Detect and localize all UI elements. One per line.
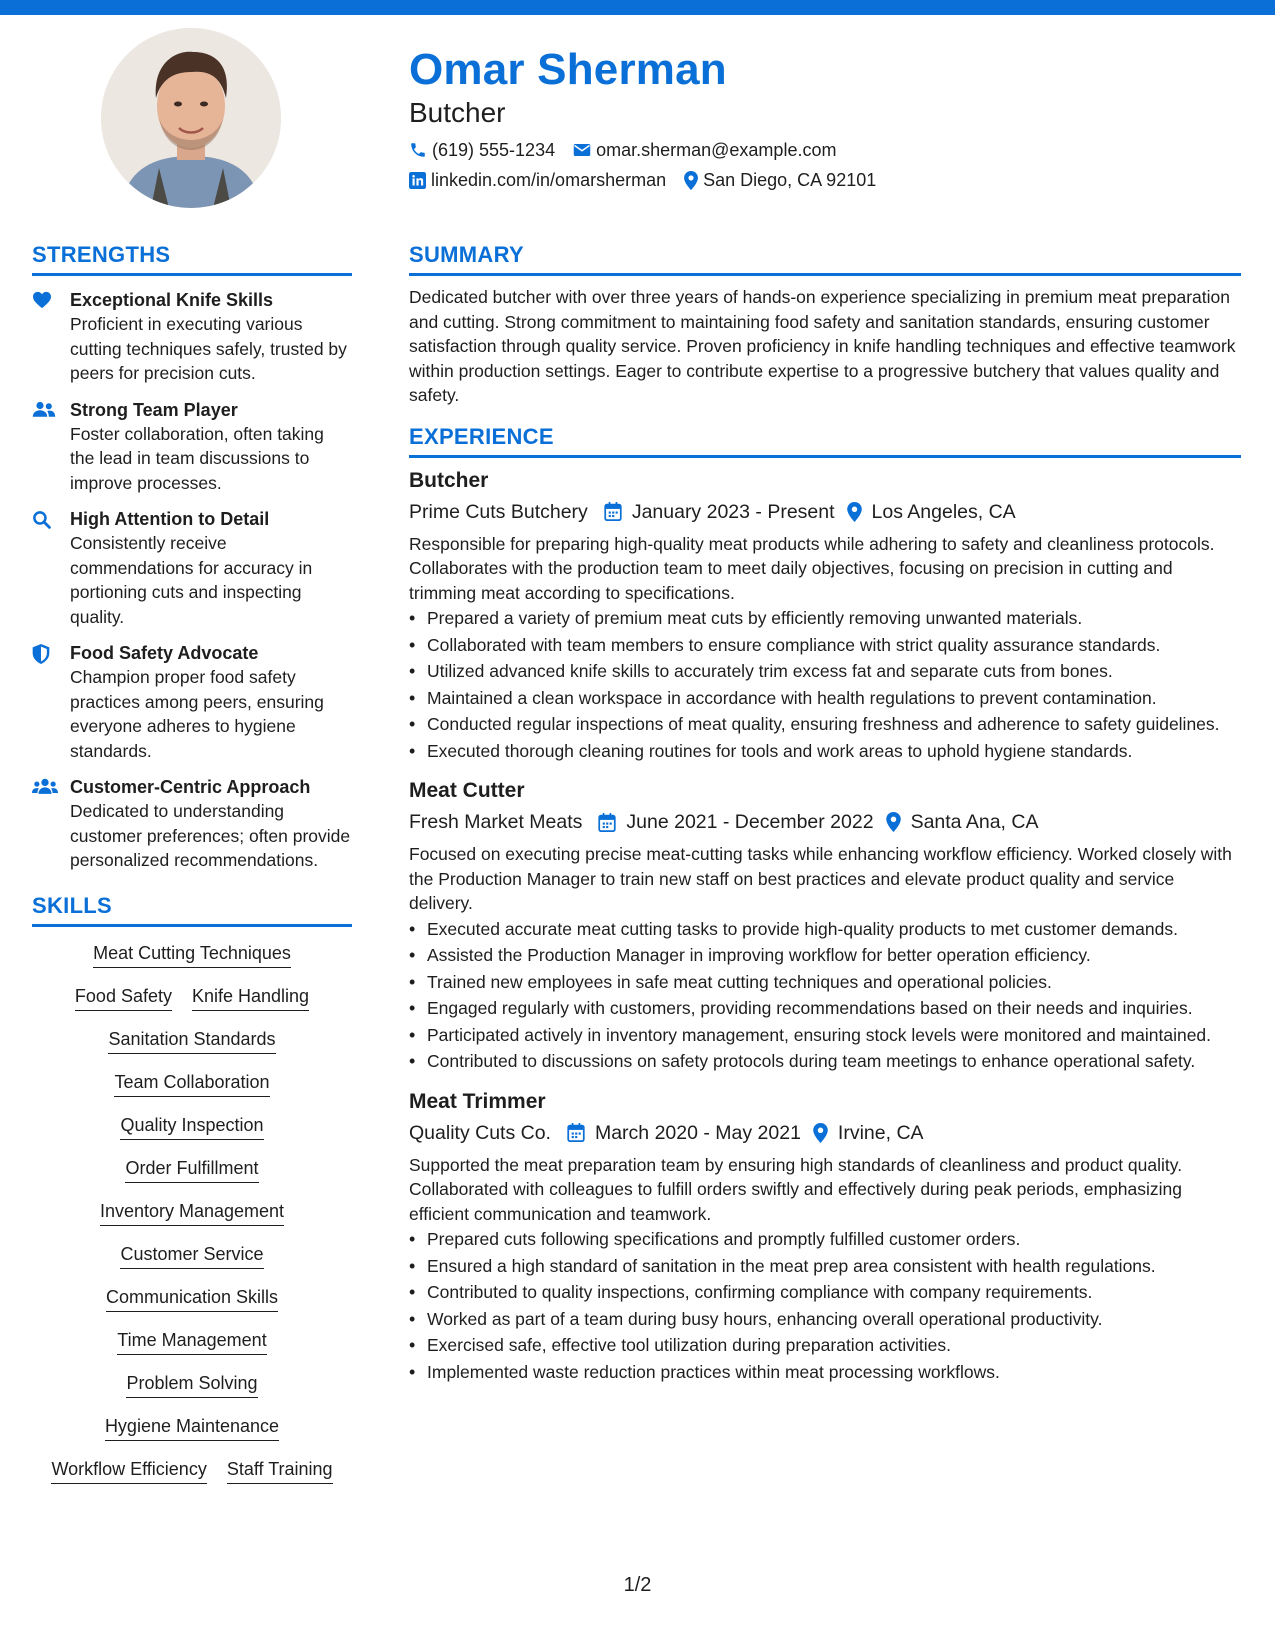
- job-description: Responsible for preparing high-quality meat products while adhering to safety and cleanliness protocols. Collaborates with the production team to meet daily objectives, focusing on precision in cutting and trimming meat according to specifications.: [409, 533, 1215, 603]
- job-bullet: • Maintained a clean workspace in accordance with health regulations to prevent contamination.: [409, 686, 1241, 711]
- summary-rule: [409, 273, 1241, 276]
- job-bullets: [409, 917, 1241, 1074]
- job-bullets: [409, 606, 1241, 763]
- job-dates-text: June 2021 - December 2022: [626, 811, 874, 833]
- strength-desc: Consistently receive commendations for accuracy in portioning cuts and inspecting quality.: [70, 533, 313, 627]
- phone-contact[interactable]: [409, 138, 555, 162]
- strength-desc: Champion proper food safety practices among peers, ensuring everyone adheres to hygiene standards.: [70, 667, 324, 761]
- job-dates-text: March 2020 - May 2021: [594, 1121, 801, 1144]
- job-bullet: • Engaged regularly with customers, providing recommendations based on their needs and inquiries.: [409, 996, 1241, 1021]
- group-icon: [32, 778, 58, 795]
- contact-row-2: [409, 168, 1249, 192]
- strength-title: Food Safety Advocate: [70, 643, 259, 663]
- strength-item: [32, 507, 352, 629]
- job-bullet: • Prepared a variety of premium meat cuts by efficiently removing unwanted materials.: [409, 606, 1241, 631]
- job-bullet: • Implemented waste reduction practices within meat processing workflows.: [409, 1360, 1241, 1385]
- phone-text: (619) 555-1234: [432, 140, 556, 160]
- job-title: Meat Trimmer: [409, 1089, 546, 1113]
- candidate-role: Butcher: [409, 97, 506, 128]
- job-company: Fresh Market Meats: [409, 811, 583, 833]
- right-column: [409, 240, 1241, 1386]
- strength-item: [32, 398, 352, 496]
- skill-tag: Quality Inspection: [120, 1113, 263, 1140]
- job-bullet: • Contributed to quality inspections, confirming compliance with company requirements.: [409, 1280, 1241, 1305]
- job-bullet: • Executed thorough cleaning routines for tools and work areas to uphold hygiene standards.: [409, 739, 1241, 764]
- linkedin-contact[interactable]: [409, 168, 666, 192]
- summary-text: Dedicated butcher with over three years of hands-on experience specializing in premium meat preparation and cutting. Strong commitment to maintaining food safety and sanitation standards, ensuring customer satisfaction through quality service. Proven proficiency in knife handling techniques and effective teamwork within production settings. Eager to contribute expertise to a progressive butchery that values quality and safety.: [409, 287, 1236, 405]
- candidate-name: Omar Sherman: [409, 45, 727, 94]
- skill-tag: Knife Handling: [192, 984, 309, 1011]
- strength-desc: Proficient in executing various cutting techniques safely, trusted by peers for precision cuts.: [70, 314, 347, 383]
- job-dates: [598, 808, 873, 836]
- portrait-illustration: [101, 28, 281, 208]
- job-meta: [409, 808, 1241, 836]
- strength-desc: Foster collaboration, often taking the lead in team discussions to improve processes.: [70, 423, 324, 493]
- job-entry: [409, 777, 1241, 1074]
- strength-title: Strong Team Player: [70, 399, 238, 420]
- top-accent-bar: [0, 0, 1275, 15]
- strengths-heading: STRENGTHS: [32, 242, 171, 267]
- job-bullet: • Exercised safe, effective tool utilization during preparation activities.: [409, 1333, 1241, 1358]
- skill-tag: Food Safety: [75, 984, 172, 1011]
- job-bullet: • Worked as part of a team during busy hours, enhancing overall operational productivity.: [409, 1307, 1241, 1332]
- shield-icon: [32, 644, 50, 664]
- strength-item: [32, 288, 352, 386]
- skill-tag: Communication Skills: [106, 1285, 278, 1312]
- job-bullet: • Executed accurate meat cutting tasks to provide high-quality products to met customer demands.: [409, 917, 1241, 942]
- job-bullet: • Assisted the Production Manager in improving workflow for better operation efficiency.: [409, 943, 1241, 968]
- email-icon: [573, 142, 591, 158]
- map-pin-icon: [813, 1123, 828, 1143]
- job-company: Prime Cuts Butchery: [409, 500, 588, 523]
- map-pin-icon: [886, 812, 901, 832]
- skill-tag: Team Collaboration: [114, 1070, 269, 1097]
- job-company: Quality Cuts Co.: [409, 1121, 551, 1144]
- page-number: 1/2: [623, 1574, 652, 1596]
- summary-heading: SUMMARY: [409, 242, 524, 267]
- job-bullet: • Conducted regular inspections of meat quality, ensuring freshness and adherence to safety guidelines.: [409, 712, 1241, 737]
- job-bullet: • Trained new employees in safe meat cutting techniques and operational policies.: [409, 970, 1241, 995]
- calendar-icon: [604, 502, 622, 521]
- job-dates-text: January 2023 - Present: [631, 500, 835, 523]
- skills-list: [32, 941, 352, 1484]
- map-pin-icon: [684, 171, 698, 190]
- job-meta: [409, 498, 1241, 526]
- heart-icon: [32, 291, 52, 309]
- phone-icon: [409, 141, 427, 159]
- users-icon: [32, 401, 56, 418]
- email-text: omar.sherman@example.com: [596, 140, 837, 160]
- skills-heading: SKILLS: [32, 892, 113, 918]
- job-meta: [409, 1119, 1241, 1147]
- skill-tag: Hygiene Maintenance: [105, 1414, 279, 1441]
- job-location: [847, 498, 1016, 526]
- skill-tag: Time Management: [117, 1328, 266, 1355]
- strength-desc: Dedicated to understanding customer preferences; often provide personalized recommendations.: [70, 801, 351, 870]
- strength-item: [32, 641, 352, 763]
- job-title: Butcher: [409, 468, 489, 492]
- linkedin-icon: [409, 172, 426, 189]
- strength-title: Customer-Centric Approach: [70, 777, 311, 797]
- job-dates: [604, 498, 835, 526]
- calendar-icon: [598, 813, 616, 832]
- job-location-text: Los Angeles, CA: [871, 500, 1016, 523]
- job-bullet: • Participated actively in inventory management, ensuring stock levels were monitored and maintained.: [409, 1023, 1241, 1048]
- resume-header: [409, 44, 1249, 192]
- skill-tag: Workflow Efficiency: [51, 1457, 206, 1484]
- email-contact[interactable]: [573, 138, 836, 162]
- job-bullet: • Prepared cuts following specifications and promptly fulfilled customer orders.: [409, 1227, 1241, 1252]
- job-description: Focused on executing precise meat-cutting tasks while enhancing workflow efficiency. Worked closely with the Production Manager to train new staff on best practices and elevate product quality and service delivery.: [409, 844, 1232, 913]
- skill-tag: Customer Service: [120, 1242, 263, 1269]
- strength-title: High Attention to Detail: [70, 509, 270, 529]
- skill-tag: Staff Training: [227, 1457, 333, 1484]
- calendar-icon: [567, 1123, 585, 1142]
- job-bullets: [409, 1227, 1241, 1384]
- strength-title: Exceptional Knife Skills: [70, 290, 274, 310]
- location-contact: [684, 168, 876, 192]
- job-bullet: • Collaborated with team members to ensure compliance with strict quality assurance standards.: [409, 633, 1241, 658]
- map-pin-icon: [847, 502, 862, 522]
- profile-photo: [101, 28, 281, 208]
- job-entry: [409, 1088, 1241, 1385]
- job-dates: [567, 1119, 801, 1147]
- job-location-text: Santa Ana, CA: [910, 811, 1039, 833]
- job-bullet: • Utilized advanced knife skills to accurately trim excess fat and separate cuts from bones.: [409, 659, 1241, 684]
- location-text: San Diego, CA 92101: [703, 170, 877, 190]
- skill-tag: Sanitation Standards: [108, 1027, 275, 1054]
- contact-row-1: [409, 138, 1249, 162]
- job-description: Supported the meat preparation team by ensuring high standards of cleanliness and product quality. Collaborated with colleagues to fulfill orders swiftly and effectively during peak periods, emphasizing efficient communication and teamwork.: [409, 1154, 1183, 1224]
- search-icon: [32, 510, 51, 529]
- skill-tag: Problem Solving: [126, 1371, 257, 1398]
- skill-tag: Meat Cutting Techniques: [93, 941, 291, 968]
- job-bullet: • Ensured a high standard of sanitation in the meat prep area consistent with health regulations.: [409, 1254, 1241, 1279]
- skill-tag: Order Fulfillment: [125, 1156, 258, 1183]
- job-list: [409, 467, 1241, 1385]
- job-entry: [409, 467, 1241, 764]
- job-location: [813, 1119, 924, 1147]
- experience-heading: EXPERIENCE: [409, 423, 554, 449]
- job-title: Meat Cutter: [409, 779, 525, 802]
- strength-item: [32, 775, 352, 873]
- job-location: [886, 808, 1039, 836]
- left-column: [32, 240, 352, 1500]
- experience-rule: [409, 455, 1241, 458]
- job-bullet: • Contributed to discussions on safety protocols during team meetings to enhance operational safety.: [409, 1049, 1241, 1074]
- job-location-text: Irvine, CA: [837, 1121, 924, 1144]
- skill-tag: Inventory Management: [100, 1199, 284, 1226]
- strengths-rule: [32, 273, 352, 276]
- linkedin-text: linkedin.com/in/omarsherman: [431, 170, 667, 190]
- skills-rule: [32, 924, 352, 927]
